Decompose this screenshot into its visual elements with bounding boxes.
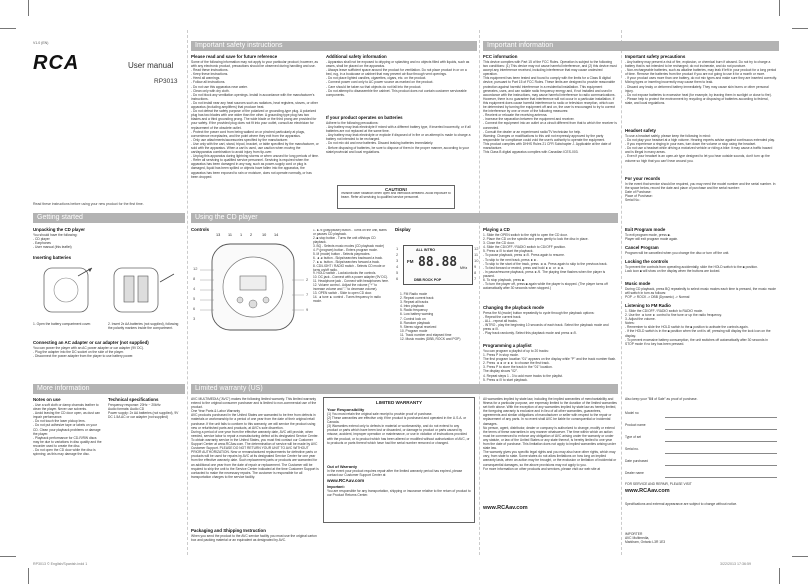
- subhead-inserting: Inserting batteries: [33, 255, 72, 260]
- form-row: [625, 420, 777, 432]
- crop-mark: [0, 556, 16, 557]
- warranty-text-col3: All warranties implied by state law, including the implied warranties of merchantability and fitness for a particular purpose, are expressly limited to the duration of the limited warranties set forth above. With the exception of any warranties implied by state law as hereby limited, the foregoing warranty is exclusive and in lieu of all other warranties, guarantees, agreements and similar obligations of manufacturer or seller with respect to the repair or replacement of any parts. In no event shall AVC be liable for consequential or incidental damages. No person, agent, distributor, dealer or company is authorized to change, modify or extend the terms of these warranties in any manner whatsoever. The time within which an action must be commenced to enforce any obligation of AVC arising under the warranty or under any statute, or law of the United States or any state thereof, is hereby limited to one year from the date of purchase. This limitation does not apply to implied warranties arising under state law. The warranty gives you specific legal rights and you may also have other rights, which may vary, from state to state. Some states do not allow limitations on how long an implied warranty lasts, when an action may be brought, or the exclusion or limitation of incidental or consequential damages, so the above provisions may not apply to you. For more information on other products and services, please visit our web site at: [483, 397, 617, 471]
- callout: 8: [193, 276, 196, 281]
- crop-mark: [28, 568, 29, 584]
- programming-text: You can program a playlist of up to 20 tracks: 1. Press P in stop mode. The first program location "01" appears on the display while "P" and the track number flash. 2. Press ◄◄ or ►► to choose the first track. 3. Press P to store the track in the "01" location. The display shows "02". 4. Repeat steps 1 - 3 to add more tracks to the playlist. 5. Press ►/II to start playback.: [483, 349, 617, 382]
- controls-list: 1. ►/II (play/pause) button - Turns on the unit, starts or pauses CD playback. 2. ■ stop button - Turns the unit off/stops CD playback. 3. BQ - Selects music modes (CD playback mode) 4. P (program) button - Enters program mode. 5. M (mode) button - Selects playmodes. 6. ◄◄ button - Skips/searches backward a track. 7. ►► button - Skips/searches forward a track. 8. CD/LIGHT / RADIO switch - Selects CD mode or turns on/off radio. 9. HOLD switch - Locks/unlocks the controls. 10. DC jack - Connect with a power adapter (9V DC). 11. Headphone jack - Connect with headphones here. 12. Volume control - Adjust the volume ("+" to increase volume and "-" to decrease volume). 13. OPEN switch - Slide to open CD door. 14. ◄ tune ► control - Tunes frequency in radio mode.: [313, 229, 389, 304]
- subhead-additional-safety: Additional safety information: [326, 54, 387, 59]
- spec-change-note: Specifications and external appearance are subject to change without notice.: [625, 502, 738, 506]
- form-line[interactable]: [665, 441, 777, 442]
- fcc-text: This device complies with Part 15 of the FCC Rules. Operation is subject to the following two conditions: (1) This device may not cause harmful interference, and (2) this device must accept any interference received, including interference that may cause undesired operation. This equipment has been tested and found to comply with the limits for a Class B digital device, pursuant to Part 15 of FCC Rules. These limits are designed to provide reasonable protection against harmful interference in a residential installation. This equipment generates, uses, and can radiate radio frequency energy and, if not installed and used in accordance with the instructions, may cause harmful interference to radio communications. However, there is no guarantee that interference will not occur in a particular installation. If this equipment does cause harmful interference to radio or television reception, which can be determined by turning the equipment off and on, the user is encouraged to try to correct the interference by one or more of the following measures: - Reorient or relocate the receiving antenna. - Increase the separation between the equipment and receiver. - Connect the equipment into an outlet on a circuit different from that to which the receiver is connected. - Consult the dealer or an experienced radio/TV technician for help. Warning: Changes or modifications to this unit not expressly approved by the party responsible for compliance could void the user's authority to operate the equipment. This product complies with DHHS Rules 21 CFR Subchapter J. Applicable at the date of manufacture. This Class B digital apparatus complies with Canadian ICES-003.: [483, 60, 617, 155]
- callout: 10: [262, 233, 267, 237]
- caution-text: Invisible laser radiation when open and interlocks defeated. Avoid exposure to beam. Refer all servicing to qualified service personnel.: [341, 192, 451, 199]
- subhead-out-of-warranty: Out of Warranty: [327, 464, 358, 469]
- callout: 9: [474, 264, 477, 269]
- batteries-text: Adhere to the following precautions: - Any battery may leak electrolyte if mixed with a different battery type, if inserted incorrectly, or if all batteries are not replaced at the same time. - Any battery may leak electrolyte or explode if disposed of in fire or an attempt is made to charge a battery not intended to be recharged. - Do not mix old and new batteries. Discard leaking batteries immediately. - Before disposing of batteries, be sure to dispose of them in the proper manner, according to your state/provincial and local regulations.: [326, 121, 471, 154]
- section-bar-more-info: More information: [33, 384, 185, 394]
- subhead-programming: Programming a playlist: [483, 343, 532, 348]
- subhead-changing: Changing the playback mode: [483, 305, 544, 310]
- form-line[interactable]: [665, 477, 777, 478]
- form-line[interactable]: [665, 465, 777, 466]
- cancel-program-text: Program will be cancelled when you change the disc or turn off the unit.: [625, 251, 730, 255]
- read-note: Read these instructions before using your new product for the first time.: [33, 202, 144, 206]
- subhead-playing: Playing a CD: [483, 227, 510, 232]
- callout: 2: [306, 277, 309, 282]
- subhead-batteries: If your product operates on batteries: [326, 115, 403, 120]
- form-row: [625, 432, 777, 444]
- callout: 9: [306, 307, 309, 312]
- playing-text: 1. Slide the OPEN switch to the right to open the CD door. 2. Place the CD on the spindle and press gently to lock the disc in place. 3. Close the CD door. 4. Slide the CD/OFF / RADIO switch to CD/OFF position. 5. Press ►/II to start the playback. - To pause playback, press ►/II. Press again to resume. - To skip to the next track, press ►►. - To skip to the start of the track, press ◄◄. Press again to skip to the previous track. - To fast forward or rewind, press and hold ►► or ◄◄. - In pause/resume playback, press ►/II. The playing time flashes when the player is paused. 6. To stop playback, press ■. - To turn the player off, press ■ again while the player is stopped. (The player turns off automatically after 30 seconds when stopped.): [483, 233, 608, 291]
- file-slug: RP3013 © English/Spanish.indd 1: [33, 562, 88, 566]
- form-label: Date purchased: [625, 459, 649, 463]
- packaging-text: When you send the product to the AVC service facility you must use the original carton box and packing material or an equivalent as designated by AVC.: [191, 534, 317, 543]
- subhead-display: Display: [395, 227, 411, 232]
- form-row: [625, 444, 777, 456]
- unpacking-text: You should have the following: - CD player - Earphones - User manual (this leaflet): [33, 233, 78, 250]
- notes-text: - Use a soft cloth or damp chamois leather to clean the player. Never use solvents. - Avoid leaving the CD door open, as dust can impair performance. - Do not touch the laser pickup lens. - Do not put adhesive tape or labels on your CD. Clean your playback problems or damage the player. - Playback performance for CD-R/RW discs may be due to variations in disc quality and the recorder used to create the disc. - Do not open the CD door while the disc is spinning; as this may damage the disc.: [33, 403, 102, 457]
- subhead-specs: Technical specifications: [108, 397, 159, 402]
- caution-title: CAUTION!: [385, 187, 407, 192]
- records-text: In the event that service should be required, you may need the model number and the serial number. In the space below, record the date and place of purchase and the serial number: Date of Purchase: Place of Purchase: Serial No.:: [625, 182, 776, 203]
- callout: 11: [474, 252, 479, 257]
- section-bar-using: Using the CD player: [191, 213, 618, 223]
- callout: 3: [396, 258, 399, 263]
- warranty-url: www.RCAav.com: [327, 478, 365, 483]
- form-line[interactable]: [665, 417, 777, 418]
- callout: 5: [193, 296, 196, 301]
- callout: 4: [193, 286, 196, 291]
- precautions-text: - Any battery may present a risk of fire, explosion, or chemical burn if abused. Do not try to charge a battery that is not intended to be recharged; do not incinerate, and do not puncture. - Non-rechargeable batteries, such as alkaline batteries, may leak if left in your product for a long period of time. Remove the batteries from the product if you are not going to use it for a month or more. - If your product uses more than one battery, do not mix types and make sure they are inserted correctly. Mixing types or inserting incorrectly may cause them to leak. - Discard any leaky or deformed battery immediately. They may cause skin burns or other personal injury. - Do not expose batteries to excessive heat (for example, by leaving them in sunlight or close to fire). - Please help to protect the environment by recycling or disposing of batteries according to federal, state, and local regulations.: [625, 60, 777, 105]
- safety-text-col2: - Apparatus shall not be exposed to dripping or splashing and no objects filled with liquids, such as vases, shall be placed on the apparatus. - Always leave sufficient space around the product for ventilation. Do not place product in or on a bed, rug, in a bookcase or cabinet that may prevent air flow through vent openings. - Do not place lighted candles, cigarettes, cigars, etc. on the product. - Connect power cord only to AC power source as marked on the product. - Care should be taken so that objects do not fall into the product. - Do not attempt to disassemble the cabinet. This product does not contain customer serviceable components.: [326, 60, 470, 97]
- service-text: FOR SERVICE AND REPAIR, PLEASE VISIT: [625, 482, 692, 486]
- form-label: Type of set: [625, 435, 642, 439]
- crop-mark: [0, 28, 16, 29]
- record-form: [625, 408, 777, 480]
- subhead-locking: Locking the controls: [625, 259, 669, 264]
- fm-text: 1. Slide the CD/OFF / RADIO switch to RADIO mode. 2. Use the ◄ tune ► control to fine tune or up the radio frequency. 3. Adjust the volume. Notes: - Remember to slide the HOLD switch to the ■ position to activate the controls again. - If the HOLD switch is in the ■ position when the unit is off, pressing will display the lock icon on the display. - To prevent excessive battery consumption, the unit switches off automatically after 30 seconds in STOP mode if no key has been pressed.: [625, 309, 771, 346]
- fold-line: [621, 30, 622, 555]
- important-text: You are responsible for any transportation, shipping or insurance relative to the return of product to our Product Returns Center.: [327, 489, 471, 498]
- section-bar-safety: Important safety instructions: [191, 41, 477, 51]
- connecting-text: You can power the player with an AC power adapter or car adapter (9V DC). - Plug the adapter into the DC socket on the side of the player. - Disconnect the power adapter from the player to use battery power.: [33, 346, 144, 359]
- crop-mark: [28, 0, 29, 16]
- importer-address: IMPORTER AVC Multimedia, Markham, Ontario L3R 1E3: [625, 532, 666, 545]
- important-label: Important:: [327, 485, 345, 489]
- callout: 2: [396, 252, 399, 257]
- form-label: Dealer name: [625, 471, 644, 475]
- specs-text: Frequency response: 20Hz ~ 20kHz Audio formats: Audio CD Power supply: 2x AA batteries (not supplied), 9V DC 1.5A AC or car adapter (not supplied): [108, 403, 179, 420]
- callout: 12: [474, 246, 479, 251]
- crop-mark: [792, 556, 808, 557]
- subhead-responsibility: Your Responsibility: [327, 407, 365, 412]
- exit-program-text: To exit program mode, press ■. Player will exit program mode again.: [625, 233, 679, 242]
- version-label: V1.0 (EN): [33, 41, 49, 45]
- battery-cover-illustration: [38, 262, 102, 320]
- callout: 8: [474, 270, 477, 275]
- display-legend-list: 1. FM Radio mode 2. Repeat current track 3. Repeat all tracks 4. Intro playback 5. Radio frequency 6. Low battery warning 7. Control lock on 8. Random playback 9. Stereo signal received 10. Program mode 11. Track number and elapsed time 12. Music modes (DBB, ROCK and POP): [400, 292, 461, 342]
- subhead-controls: Controls: [191, 227, 210, 232]
- form-row: [625, 456, 777, 468]
- crop-mark: [792, 28, 808, 29]
- callout: 10: [474, 258, 479, 263]
- callout: 5: [396, 270, 399, 275]
- caution-box: [337, 185, 455, 209]
- safety-text-col1: Some of the following information may not apply to your particular product; however, as with any electronic product, precautions should be observed during handling and use. - Read these instructions. - Keep these instructions. - Heed all warnings. - Follow all instructions. - Do not use this apparatus near water. - Clean only with dry cloth. - Do not block any ventilation openings. Install in accordance with the manufacturer's instructions. - Do not install near any heat sources such as radiators, heat registers, stoves, or other apparatus (including amplifiers) that produce heat. - Do not defeat the safety purpose of the polarized or grounding-type plug. A polarized plug has two blades with one wider than the other. A grounding type plug has two blades and a third grounding prong. The wide blade or the third prong are provided for your safety. If the provided plug does not fit into your outlet, consult an electrician for replacement of the obsolete outlet. - Protect the power cord from being walked on or pinched particularly at plugs, convenience receptacles, and the point where they exit from the apparatus. - Only use attachments/accessories specified by the manufacturer. - Use only with the cart, stand, tripod, bracket, or table specified by the manufacturer, or sold with the apparatus. When a cart is used, use caution when moving the cart/apparatus combination to avoid injury from tip-over. - Unplug this apparatus during lightning storms or when unused for long periods of time. - Refer all servicing to qualified service personnel. Servicing is required when the apparatus has been damaged in any way, such as power-supply cord or plug is damaged, liquid has been spilled or objects have fallen into the apparatus, the apparatus has been exposed to rain or moisture, does not operate normally, or has been dropped.: [191, 60, 319, 179]
- insert-step-1: 1. Open the battery compartment cover.: [33, 322, 92, 326]
- form-label: Serial no.: [625, 447, 639, 451]
- callout: 11: [228, 233, 232, 237]
- subhead-exit-program: Exit Program mode: [625, 227, 666, 232]
- print-timestamp: 3/22/2013 17:36:59: [720, 562, 751, 566]
- callout: 7: [474, 276, 477, 281]
- form-line[interactable]: [665, 429, 777, 430]
- doc-type: User manual: [128, 61, 174, 70]
- changing-text: Press the M (mode) button repeatedly to cycle through the playback options: - Repeat the current track. - ALL - repeat all tracks. - INTRO - play the beginning 10 seconds of each track. Select the playback mode and press ►/II. - Play track randomly. Select this playback mode and press ►/II.: [483, 311, 609, 336]
- fold-line: [479, 30, 480, 555]
- lcd-fm-indicator: FM: [407, 259, 414, 264]
- section-bar-warranty: Limited warranty (US): [191, 384, 618, 394]
- subhead-cancel-program: Cancel Program: [625, 245, 659, 250]
- lcd-mode-indicators: ALL INTRO: [416, 248, 436, 252]
- warranty-text-col1: AVC MULTIMEDIA ("AVC") makes the following limited warranty. This limited warranty extend to the original consumer purchaser and is limited to non-commercial use of the product. One Year Parts & Labor Warranty AVC products purchased in the United States are warranted to be free from defects in materials or workmanship for a period of one year from the date of their original retail purchase. If the unit fails to conform to this warranty, we will service the product using new or refurbished parts and products, at AVC's sole discretion. During a period of one year from the effective warranty date, AVC will provide, when needed, service labor to repair a manufacturing defect at its designated Service Center. To obtain warranty service in the United States, you must first contact our Customer Support Center at www.RCAav.com. The determination of service will be made by AVC Customer Support. PLEASE DO NOT RETURN YOUR UNIT TO AVC WITHOUT PRIOR AUTHORIZATION. New or remanufactured replacements for defective parts or products will be used for repairs by AVC at its designated Service Center for one year from the effective warranty date. Such replacement parts or products are warranted for an additional one year from the date of repair or replacement. The Customer will be required to ship the unit to the Service Center indicated at the time Customer Support is contacted to make the necessary repairs. The customer is responsible for all transportation charges to the service facility.: [191, 397, 319, 479]
- callout: 3: [193, 316, 196, 321]
- crop-mark: [779, 568, 780, 584]
- subhead-records: For your records: [625, 176, 661, 181]
- battery-insert-illustration: [108, 262, 180, 320]
- lcd-music-modes: DBB ROCK POP: [414, 278, 442, 282]
- callout: 13: [216, 233, 221, 237]
- callout: 4: [396, 264, 399, 269]
- subhead-read-keep: Please read and save for future reference: [191, 54, 278, 59]
- controls-callouts-top: [216, 233, 282, 239]
- responsibility-text: (1) You must retain the original sale receipt to provide proof of purchase. (2) These warranties are effective only if the product is purchased and operated in the U.S.A. or Canada. (3) Warranties extend only to defects in material or workmanship, and do not extend to any product or parts which have been lost or discarded, or damage to product or parts caused by misuse, accident, improper operation or maintenance, or use in violation of instructions provided with the product, or to product which has been altered or modified without authorization of AVC, or to products or parts thereof which have had the serial number removed or changed.: [327, 412, 470, 445]
- callout: 14: [274, 233, 279, 237]
- music-mode-text: During CD playback, press BQ repeatedly to select music modes each time is pressed, the music mode will switch in turn as follows: POP -> ROCK -> DBB (Dynamic) -> Normal: [625, 287, 776, 300]
- service-url: www.RCAav.com: [625, 488, 670, 494]
- out-of-warranty-text: In the event your product requires repair after the limited warranty period has expired, please contact our Customer Support Center at: [327, 469, 463, 478]
- subhead-headset: Headset safety: [625, 128, 656, 133]
- form-row: [625, 468, 777, 480]
- subhead-fm: Listening to FM Radio: [625, 303, 671, 308]
- form-label: Product name: [625, 423, 646, 427]
- callout: 6: [396, 276, 399, 281]
- headset-text: To use a headset safely, please keep the following in mind: - Do not play your headset at a high volume. Hearing experts advise against continuous extended play. - If you experience a ringing in your ears, turn down the volume or stop using the headset. - Do not use a headset while driving a motorized vehicle or riding a bike: it may cause a traffic hazard and is illegal in many areas. - Even if your headset is an open-air type designed to let you hear outside sounds, don't turn up the volume so high that you can't hear around you.: [625, 134, 775, 163]
- lcd-display-illustration: [403, 245, 473, 285]
- website-url: www.RCAav.com: [483, 505, 528, 511]
- callout: 6: [193, 306, 196, 311]
- callout: 1: [396, 246, 399, 251]
- lcd-frequency: 88.88: [418, 255, 458, 270]
- insert-step-2: 2. Insert 2x AA batteries (not supplied), following the polarity markers inside the compartment.: [108, 322, 179, 331]
- subhead-connecting: Connecting an AC adapter or car adapter (not supplied): [33, 340, 149, 345]
- callout: 7: [306, 292, 309, 297]
- crop-mark: [779, 0, 780, 16]
- subhead-unpacking: Unpacking the CD player: [33, 227, 85, 232]
- locking-text: To prevent the controls from operating accidentally, slide the HOLD switch to the ■ position. Lock icon ■ will show on the display when the buttons are locked.: [625, 265, 758, 274]
- register-text: Also keep your "Bill of Sale" as proof of purchase.: [625, 397, 698, 401]
- callout: 2: [250, 233, 253, 237]
- lcd-mhz: MHz: [460, 266, 468, 270]
- subhead-fcc: FCC information: [483, 54, 518, 59]
- callout: 12: [193, 266, 198, 271]
- subhead-notes: Notes on use: [33, 397, 61, 402]
- warranty-box-title: LIMITED WARRANTY: [375, 400, 423, 405]
- fold-line: [187, 30, 188, 555]
- form-line[interactable]: [665, 453, 777, 454]
- subhead-music-mode: Music mode: [625, 281, 651, 286]
- rca-logo: RCA: [33, 52, 80, 74]
- callout: 1: [240, 233, 243, 237]
- limited-warranty-box: [323, 397, 475, 523]
- cd-player-controls-illustration: [200, 240, 304, 340]
- form-label: Model no.: [625, 411, 640, 415]
- form-row: [625, 408, 777, 420]
- section-bar-getting-started: Getting started: [33, 213, 185, 223]
- subhead-precautions: Important safety precautions: [625, 54, 686, 59]
- section-bar-info: Important information: [483, 41, 779, 51]
- model-number: RP3013: [154, 78, 178, 85]
- subhead-packaging: Packaging and Shipping Instruction: [191, 528, 266, 533]
